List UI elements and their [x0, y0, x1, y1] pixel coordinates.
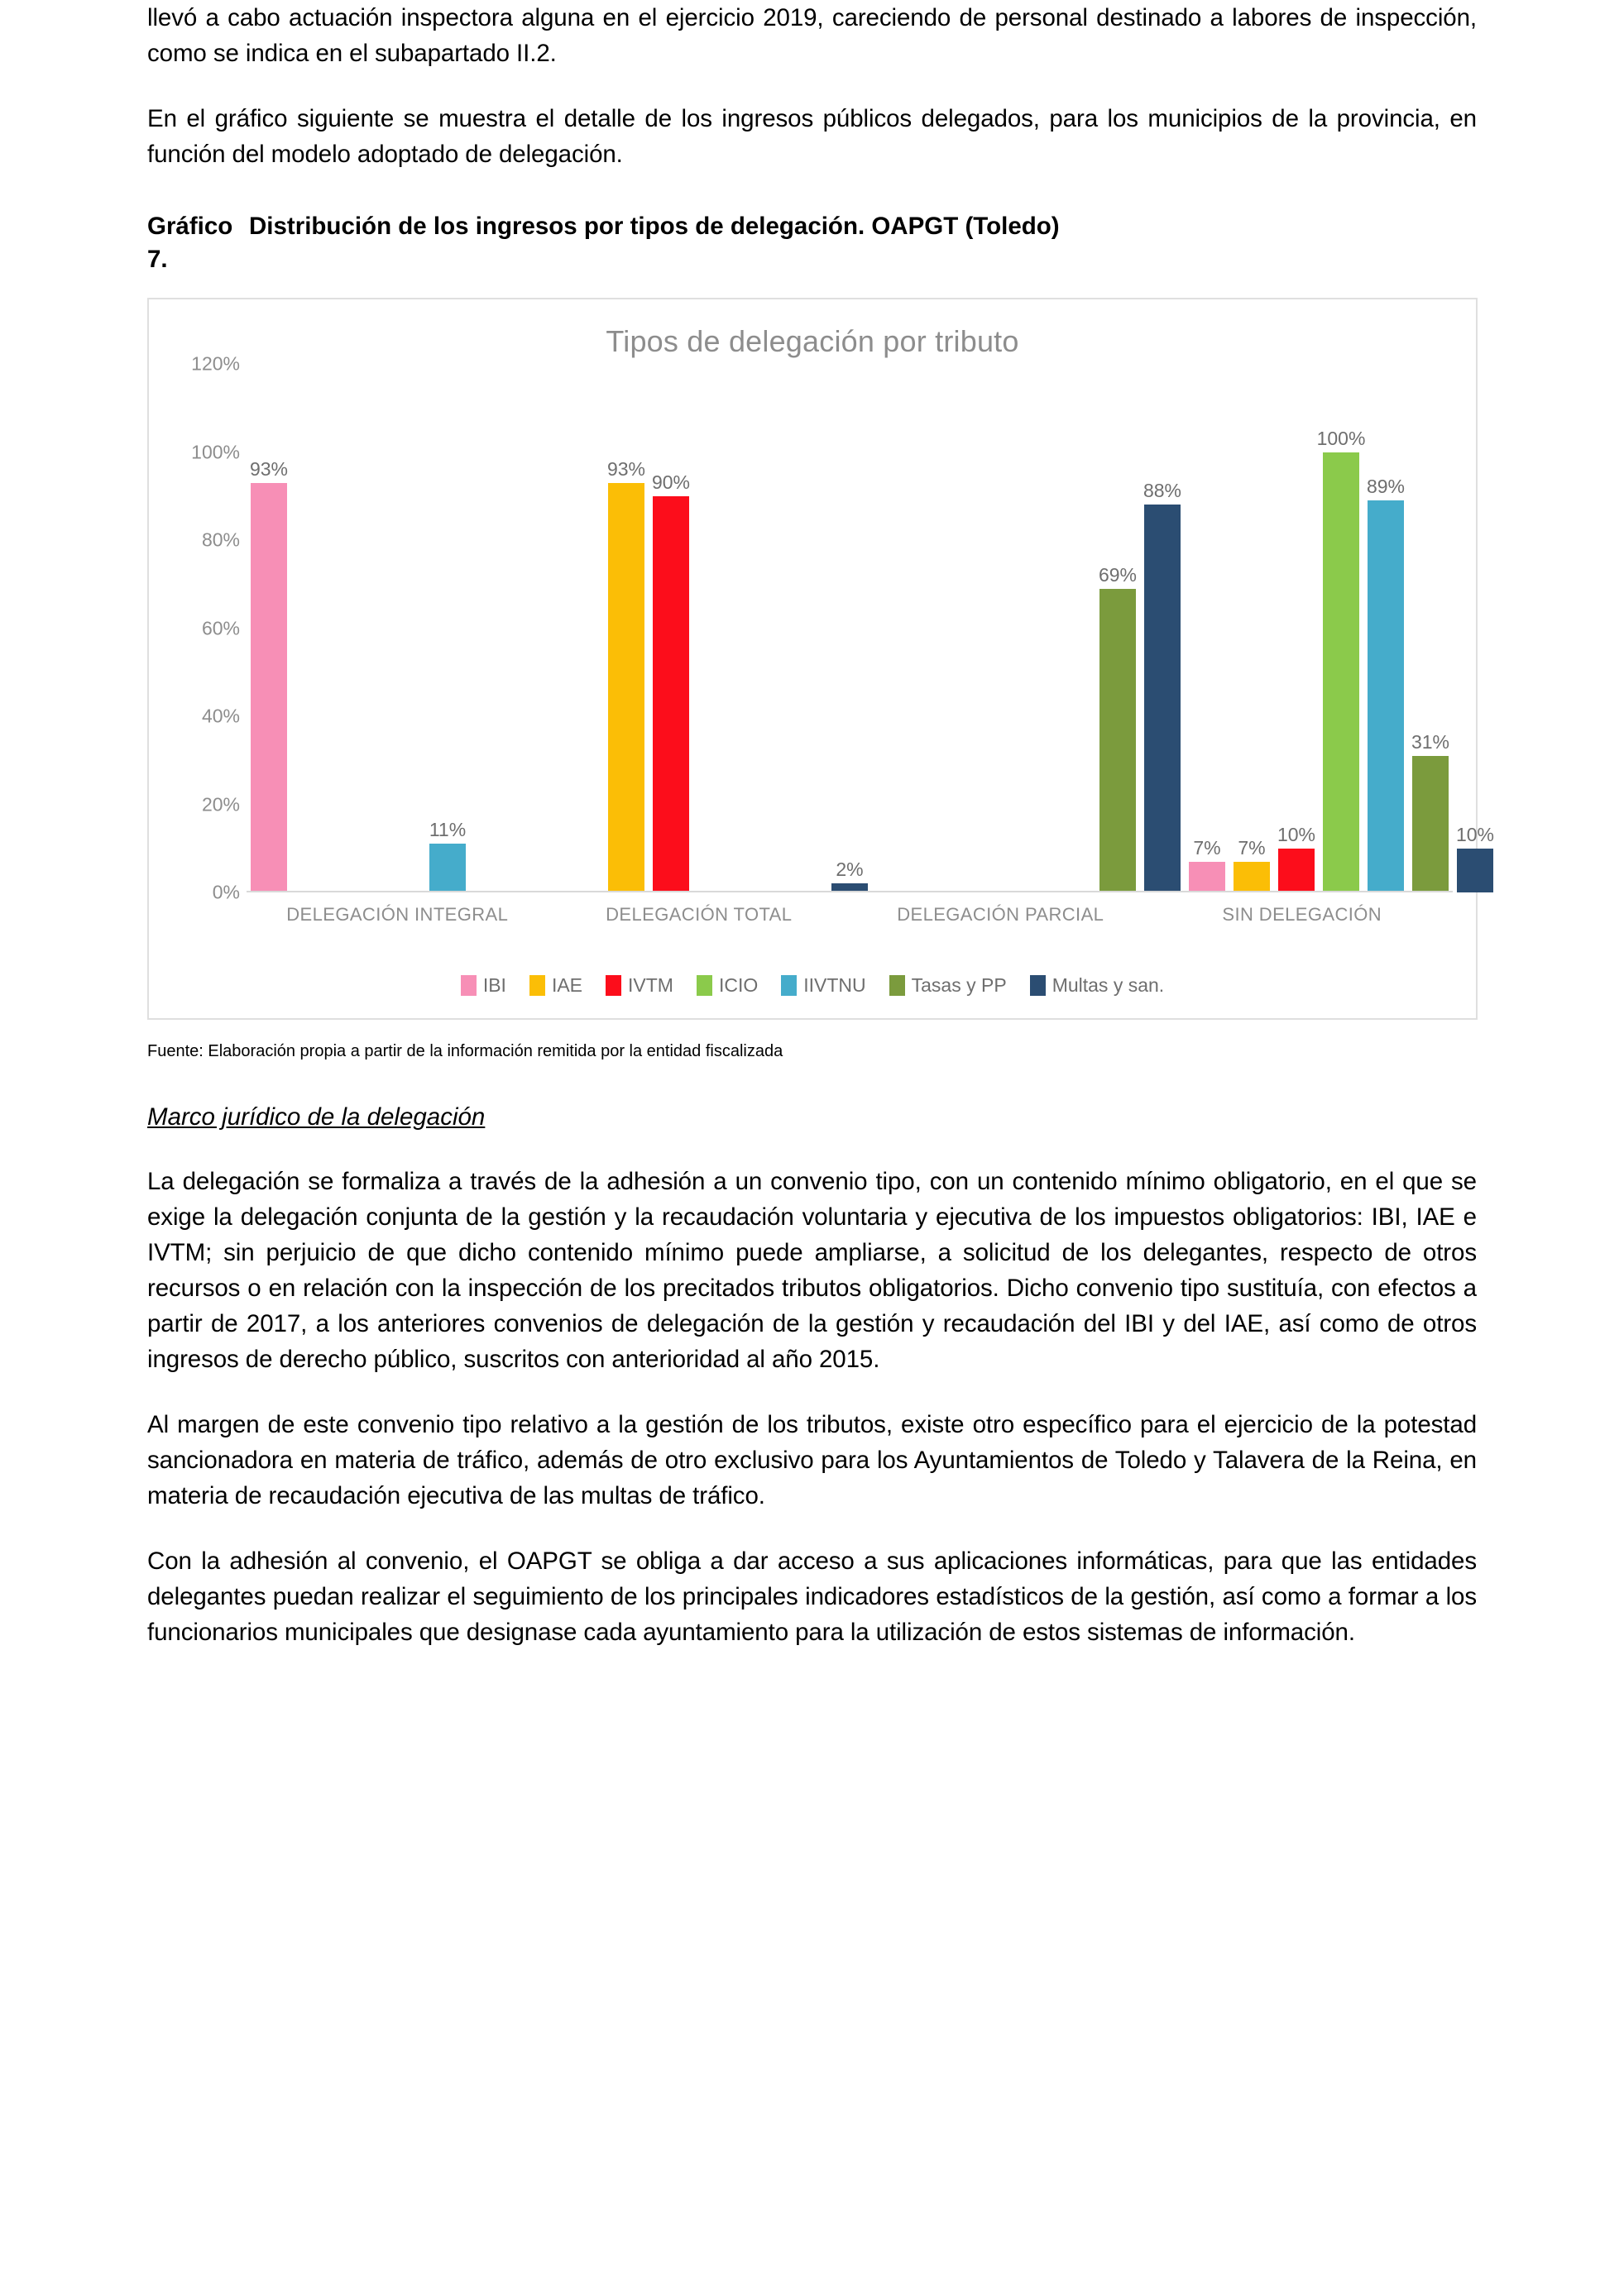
- bar-value-label: 10%: [1277, 823, 1316, 845]
- y-axis-tick: 80%: [201, 529, 240, 551]
- bar-slot: [1234, 364, 1270, 892]
- bar-slot: [1099, 364, 1136, 892]
- legend-swatch-icon: [697, 975, 712, 996]
- legend-item-ivtm[interactable]: [606, 974, 673, 997]
- legend-label: Tasas y PP: [911, 974, 1007, 996]
- bar-multas-y-san[interactable]: [1143, 480, 1182, 892]
- figure-caption-text: Distribución de los ingresos por tipos de delegación. OAPGT (Toledo): [249, 213, 1060, 240]
- bar-slot: [474, 364, 510, 892]
- legend-swatch-icon: [889, 975, 905, 996]
- legend-swatch-icon: [1030, 975, 1046, 996]
- bar-slot: [1144, 364, 1181, 892]
- bar-multas-y-san[interactable]: [1455, 823, 1495, 892]
- bar-slot: [965, 364, 1002, 892]
- figure-source: Fuente: Elaboración propia a partir de la información remitida por la entidad fiscalizada: [147, 1042, 783, 1060]
- bar-tasas-y-pp[interactable]: [1098, 563, 1138, 892]
- bar-slot: [519, 364, 555, 892]
- bar-slot: [742, 364, 778, 892]
- legend-item-multas-y-san[interactable]: [1030, 974, 1165, 997]
- bar-slot: [787, 364, 823, 892]
- bar-value-label: 93%: [249, 457, 289, 480]
- x-axis-category-2: DELEGACIÓN TOTAL: [606, 904, 793, 925]
- legend-item-iivtnu[interactable]: [781, 974, 865, 997]
- bar-slot: [251, 364, 287, 892]
- bar-ivtm[interactable]: [651, 471, 691, 892]
- x-axis-category-3: DELEGACIÓN PARCIAL: [897, 904, 1104, 925]
- paragraph-marco-2: Al margen de este convenio tipo relativo a la gestión de los tributos, existe otro específico para el ejercicio de la potestad sancionadora en materia de tráfico, además de otro exclusivo para los Ayuntamientos de Toledo y Talavera de la Reina, en materia de recaudación ejecutiva de las multas de tráfico.: [147, 1411, 1477, 1509]
- bar-slot: [1010, 364, 1047, 892]
- bar-icio[interactable]: [1316, 427, 1366, 893]
- bar-tasas-y-pp[interactable]: [1411, 730, 1450, 892]
- bar-group: [559, 364, 872, 892]
- figure-caption: [147, 210, 1477, 276]
- bar-slot: [876, 364, 913, 892]
- bar-value-label: 100%: [1316, 427, 1366, 449]
- chart-legend: [149, 974, 1476, 997]
- x-axis-category-4: SIN DELEGACIÓN: [1222, 904, 1382, 925]
- bar-value-label: 93%: [606, 457, 646, 480]
- bar-slot: [608, 364, 644, 892]
- y-axis-tick: 0%: [212, 881, 240, 903]
- bar-slot: [1055, 364, 1091, 892]
- bar-value-label: 88%: [1143, 480, 1182, 502]
- paragraph-intro-2: En el gráfico siguiente se muestra el detalle de los ingresos públicos delegados, para los municipios de la provincia, en función del modelo adoptado de delegación.: [147, 105, 1477, 168]
- legend-label: IVTM: [628, 974, 673, 996]
- chart-container: [147, 298, 1495, 1020]
- legend-label: Multas y san.: [1052, 974, 1165, 996]
- legend-label: ICIO: [718, 974, 759, 996]
- legend-swatch-icon: [529, 975, 545, 996]
- bar-value-label: 2%: [836, 859, 864, 881]
- bar-group: [1185, 364, 1497, 892]
- y-axis-tick: 120%: [191, 352, 240, 375]
- paragraph-intro-1: llevó a cabo actuación inspectora alguna en el ejercicio 2019, careciendo de personal destinado a labores de inspección, como se indica en el subapartado II.2.: [147, 4, 1477, 67]
- legend-swatch-icon: [781, 975, 797, 996]
- chart-title: Tipos de delegación por tributo: [606, 324, 1019, 358]
- y-axis-tick-labels: [184, 352, 247, 903]
- bar-group: [872, 364, 1185, 892]
- legend-item-ibi[interactable]: [461, 974, 506, 997]
- bar-slot: [831, 364, 868, 892]
- legend-label: IAE: [551, 974, 583, 996]
- bar-slot: [1278, 364, 1315, 892]
- bar-iae[interactable]: [606, 457, 646, 892]
- legend-item-tasas-y-pp[interactable]: [889, 974, 1007, 997]
- bar-slot: [1316, 364, 1366, 892]
- bar-slot: [697, 364, 734, 892]
- legend-item-iae[interactable]: [529, 974, 582, 997]
- x-axis-category-labels: [247, 904, 1453, 942]
- bar-value-label: 90%: [651, 471, 691, 493]
- y-axis-tick: 60%: [201, 617, 240, 639]
- bar-value-label: 31%: [1411, 730, 1450, 753]
- bar-slot: [653, 364, 689, 892]
- y-axis-tick: 100%: [191, 441, 240, 462]
- bar-slot: [921, 364, 957, 892]
- bar-value-label: 89%: [1366, 476, 1406, 498]
- legend-swatch-icon: [606, 975, 621, 996]
- chart-bar-groups: [247, 364, 1495, 892]
- bar-slot: [340, 364, 376, 892]
- y-axis-tick: 40%: [201, 705, 240, 727]
- bar-value-label: 69%: [1098, 563, 1138, 586]
- bar-slot: [429, 364, 466, 892]
- bar-iivtnu[interactable]: [1366, 476, 1406, 892]
- x-axis-line: [247, 891, 1453, 892]
- bar-iae[interactable]: [1234, 836, 1270, 892]
- bar-slot: [1457, 364, 1493, 892]
- chart-plot-inner: [247, 364, 1495, 892]
- bar-slot: [1189, 364, 1225, 892]
- figure-number: Gráfico 7.: [147, 213, 233, 273]
- bar-slot: [385, 364, 421, 892]
- bar-value-label: 11%: [429, 819, 467, 841]
- bar-group: [247, 364, 559, 892]
- bar-value-label: 7%: [1193, 836, 1221, 859]
- bar-ivtm[interactable]: [1277, 823, 1316, 892]
- bar-value-label: 10%: [1455, 823, 1495, 845]
- paragraph-marco-3: Con la adhesión al convenio, el OAPGT se obliga a dar acceso a sus aplicaciones informáticas, para que las entidades delegantes puedan realizar el seguimiento de los principales indicadores estadísticos de la gestión, así como a formar a los funcionarios municipales que designase cada ayuntamiento para la utilización de estos sistemas de información.: [147, 1547, 1477, 1646]
- bar-iivtnu[interactable]: [429, 819, 467, 892]
- legend-label: IBI: [482, 974, 506, 996]
- legend-label: IIVTNU: [803, 974, 866, 996]
- chart-plot-area: [247, 364, 1495, 892]
- bar-slot: [1368, 364, 1404, 892]
- bar-slot: [295, 364, 332, 892]
- bar-value-label: 7%: [1238, 836, 1266, 859]
- bar-ibi[interactable]: [1189, 836, 1225, 892]
- bar-slot: [563, 364, 600, 892]
- section-heading-marco-juridico: Marco jurídico de la delegación: [147, 1103, 486, 1131]
- y-axis-tick: 20%: [201, 793, 240, 815]
- x-axis-category-1: DELEGACIÓN INTEGRAL: [286, 904, 509, 925]
- bar-ibi[interactable]: [249, 457, 289, 892]
- paragraph-marco-1: La delegación se formaliza a través de la adhesión a un convenio tipo, con un contenido mínimo obligatorio, en el que se exige la delegación conjunta de la gestión y la recaudación voluntaria y ejecutiva de los impuestos obligatorios: IBI, IAE e IVTM; sin perjuicio de que dicho contenido mínimo puede ampliarse, a solicitud de los delegantes, respecto de otros recursos o en relación con la inspección de los precitados tributos obligatorios. Dicho convenio tipo sustituía, con efectos a partir de 2017, a los anteriores convenios de delegación de la gestión y recaudación del IBI y del IAE, así como de otros ingresos de derecho público, suscritos con anterioridad al año 2015.: [147, 1168, 1477, 1373]
- legend-swatch-icon: [461, 975, 477, 996]
- bar-slot: [1412, 364, 1449, 892]
- legend-item-icio[interactable]: [697, 974, 758, 997]
